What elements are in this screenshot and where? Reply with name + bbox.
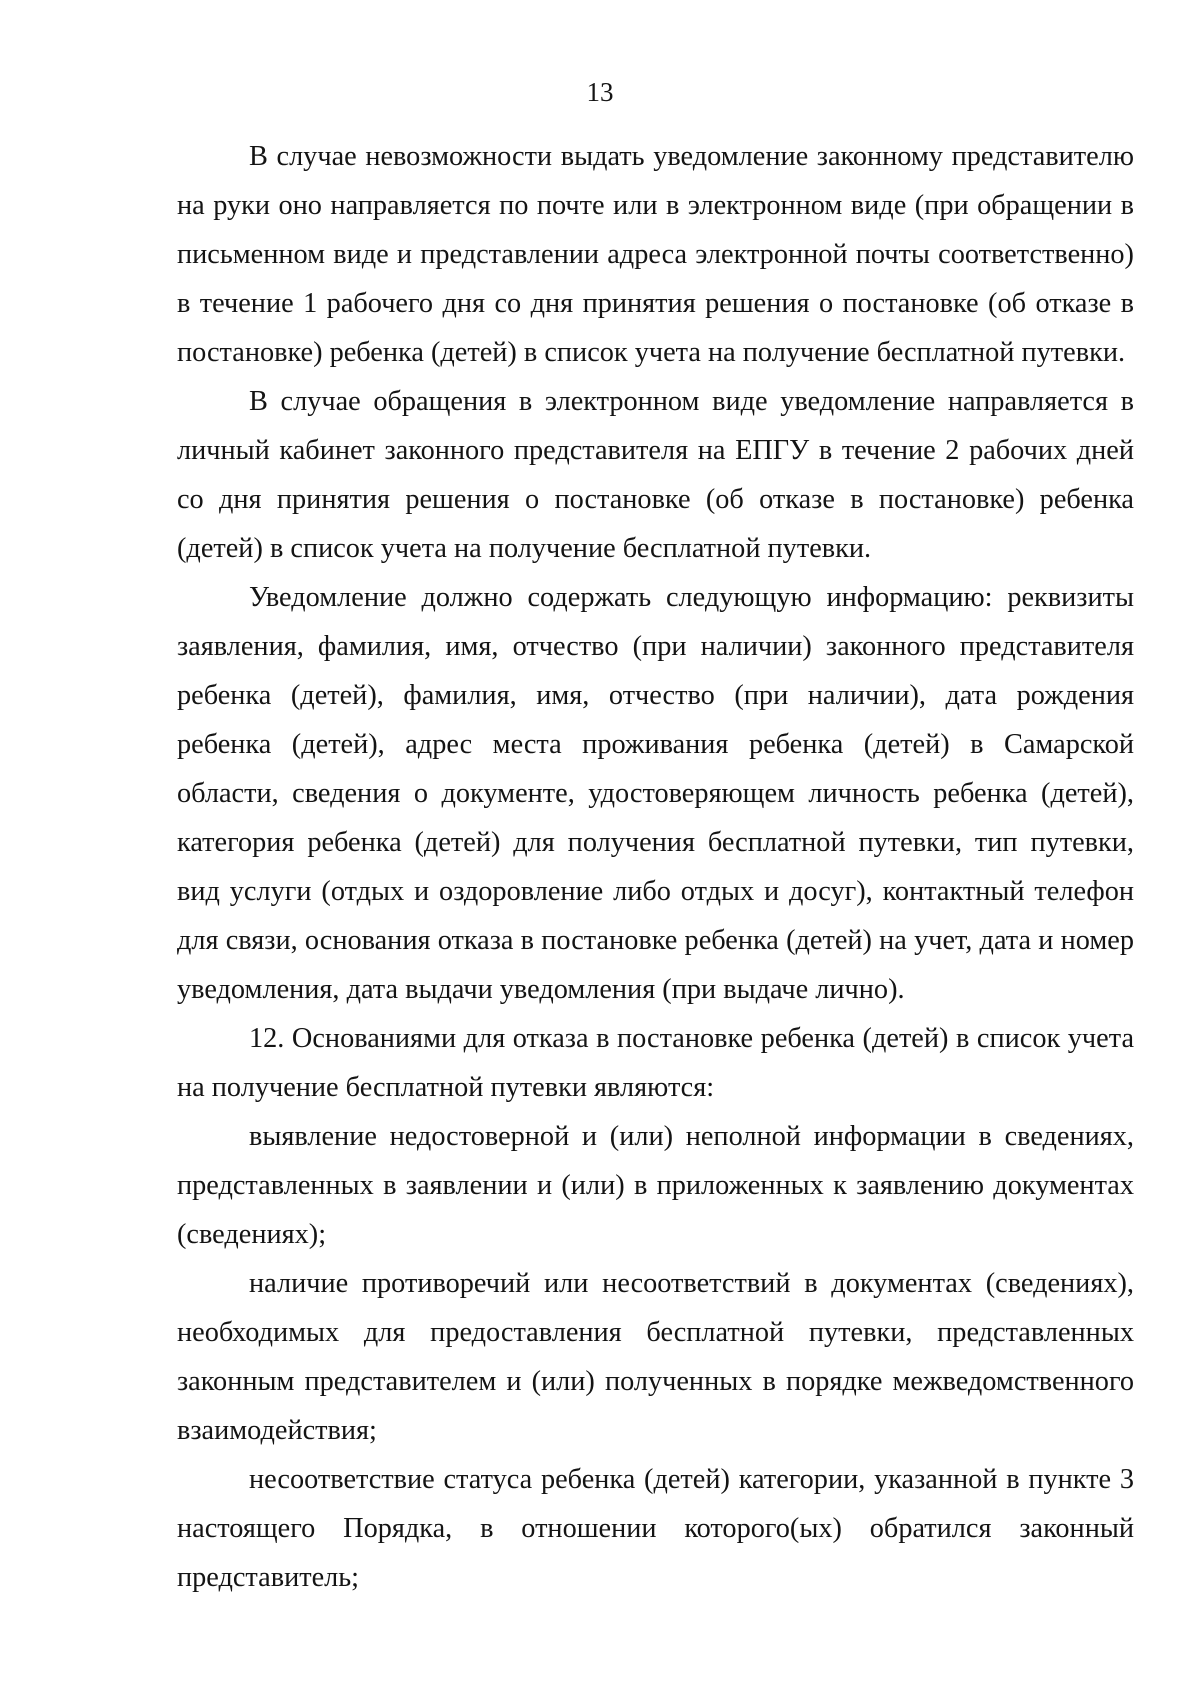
paragraph-refusal-grounds-intro: 12. Основаниями для отказа в постановке ребенка (детей) в список учета на получение бесплатной путевки являются: bbox=[177, 1023, 1134, 1103]
paragraph-refusal-ground-unreliable-info: выявление недостоверной и (или) неполной информации в сведениях, представленных в заявлении и (или) в приложенных к заявлению документах (сведениях); bbox=[177, 1121, 1134, 1250]
paragraph-refusal-ground-contradictions: наличие противоречий или несоответствий в документах (сведениях), необходимых для предоставления бесплатной путевки, представленных законным представителем и (или) полученных в порядке межведомственного взаимодействия; bbox=[177, 1268, 1134, 1446]
paragraph-notification-contents: Уведомление должно содержать следующую информацию: реквизиты заявления, фамилия, имя, отчество (при наличии) законного представителя ребенка (детей), фамилия, имя, отчество (при наличии), дата рождения ребенка (детей), адрес места проживания ребенка (детей) в Самарской области, сведения о документе, удостоверяющем личность ребенка (детей), категория ребенка (детей) для получения бесплатной путевки, тип путевки, вид услуги (отдых и оздоровление либо отдых и досуг), контактный телефон для связи, основания отказа в постановке ребенка (детей) на учет, дата и номер уведомления, дата выдачи уведомления (при выдаче лично). bbox=[177, 582, 1134, 1005]
document-body bbox=[177, 132, 1134, 1602]
paragraph-electronic-notification: В случае обращения в электронном виде уведомление направляется в личный кабинет законного представителя на ЕПГУ в течение 2 рабочих дней со дня принятия решения о постановке (об отказе в постановке) ребенка (детей) в список учета на получение бесплатной путевки. bbox=[177, 386, 1134, 564]
page-number: 13 bbox=[586, 77, 614, 107]
paragraph-notification-delivery: В случае невозможности выдать уведомление законному представителю на руки оно направляется по почте или в электронном виде (при обращении в письменном виде и представлении адреса электронной почты соответственно) в течение 1 рабочего дня со дня принятия решения о постановке (об отказе в постановке) ребенка (детей) в список учета на получение бесплатной путевки. bbox=[177, 141, 1134, 368]
paragraph-refusal-ground-status-mismatch: несоответствие статуса ребенка (детей) категории, указанной в пункте 3 настоящего Порядка, в отношении которого(ых) обратился законный представитель; bbox=[177, 1464, 1134, 1593]
